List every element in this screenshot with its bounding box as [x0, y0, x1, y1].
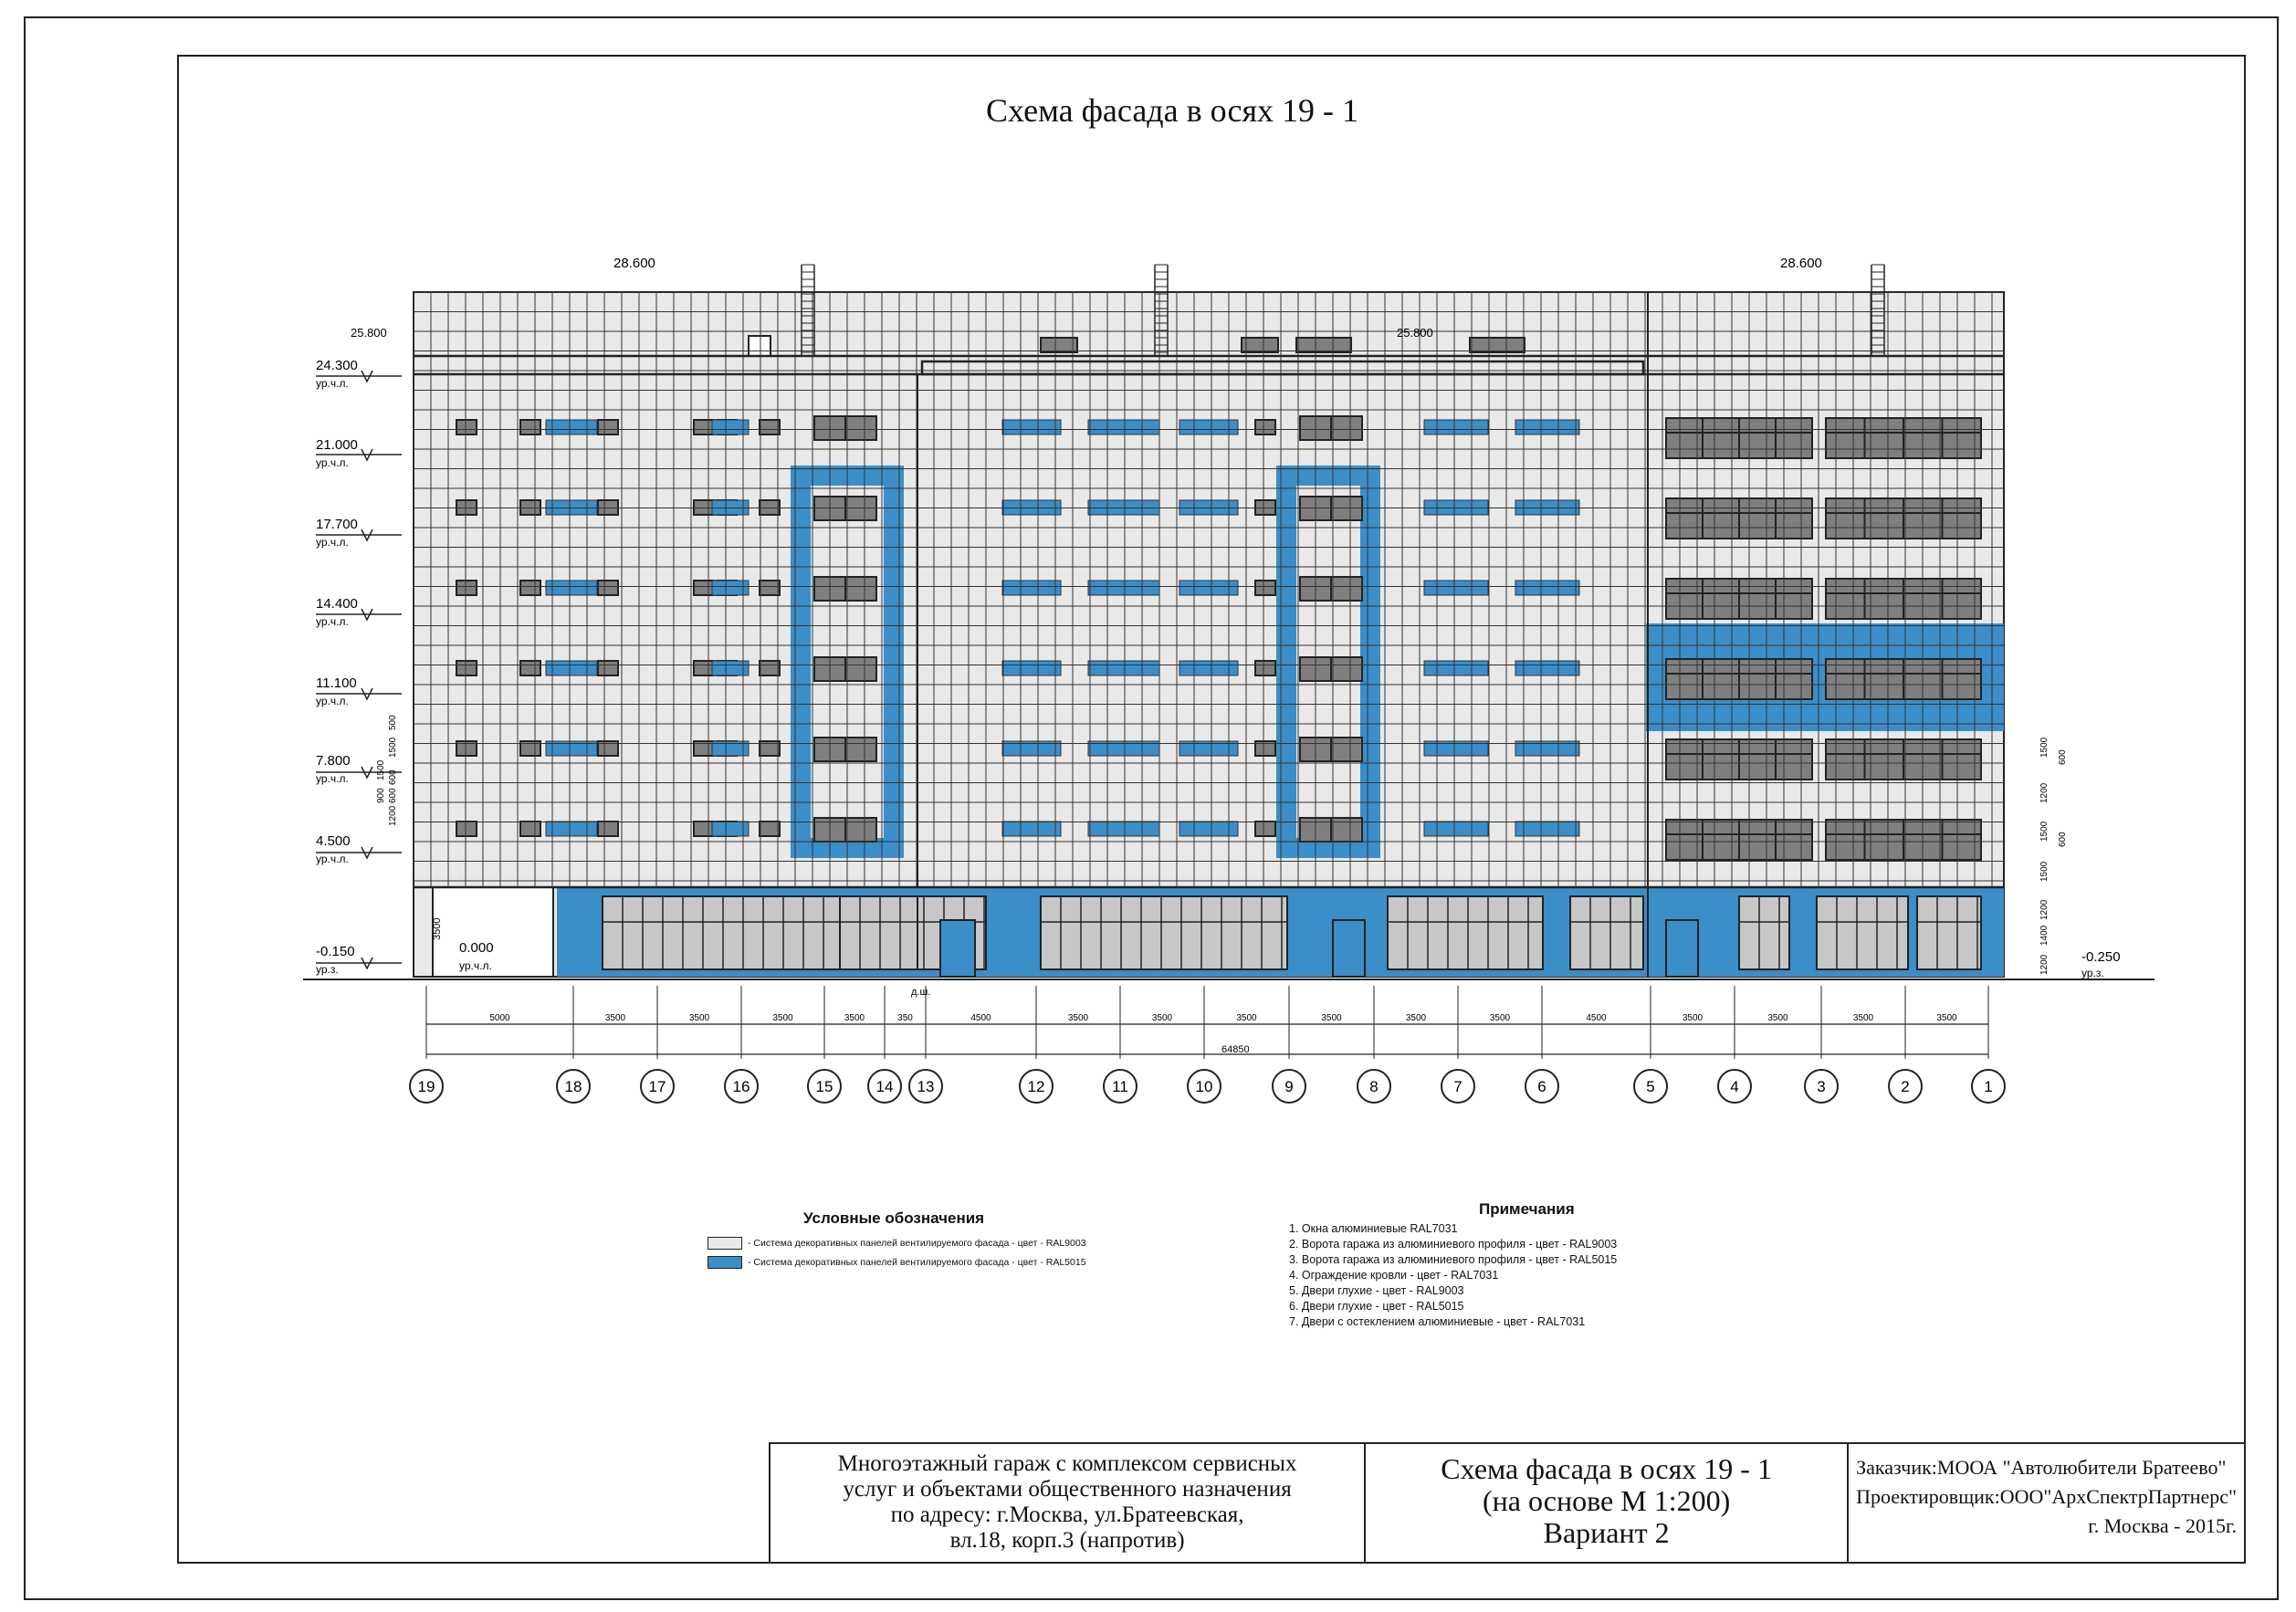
level-value: 17.700 — [316, 517, 358, 532]
gate — [1041, 896, 1287, 969]
blue-window-band — [546, 661, 597, 675]
span-label: 3500 — [1682, 1013, 1704, 1023]
gate — [840, 896, 917, 969]
window — [1255, 822, 1275, 836]
blue-window-band — [546, 822, 597, 836]
window — [598, 661, 618, 675]
axis-label: 3 — [1817, 1078, 1826, 1095]
level-label: ур.з. — [316, 963, 339, 976]
axis-label: 12 — [1027, 1078, 1045, 1095]
gate — [603, 896, 986, 969]
gate — [1388, 896, 1543, 969]
legend-swatch-light — [708, 1237, 742, 1250]
axis-label: 8 — [1369, 1078, 1379, 1095]
dim-text: 1500 — [388, 737, 398, 758]
axis-label: 1 — [1984, 1078, 1993, 1095]
dim-text: 1500 — [376, 759, 386, 780]
level-value: 21.000 — [316, 437, 358, 453]
parapet-mark-left: 28.600 — [613, 256, 655, 271]
small-dims-left — [376, 715, 398, 826]
window — [1296, 338, 1351, 352]
gate — [1817, 896, 1908, 969]
span-label: 3500 — [1852, 1013, 1874, 1023]
dim-text: 600 — [388, 788, 398, 803]
axis-label: 5 — [1646, 1078, 1655, 1095]
axis-label: 10 — [1195, 1078, 1213, 1095]
axis-label: 2 — [1901, 1078, 1910, 1095]
blue-window-band — [1424, 822, 1488, 836]
window — [1666, 920, 1698, 977]
span-label: 3500 — [1321, 1013, 1342, 1023]
note-item: 3. Ворота гаража из алюминиевого профиля - цвет - RAL5015 — [1289, 1253, 1618, 1266]
axis-label: 14 — [875, 1078, 894, 1095]
span-label: 3500 — [1067, 1013, 1089, 1023]
level-label: ур.ч.л. — [316, 695, 349, 707]
level-value: 24.300 — [316, 358, 358, 373]
right-mark-label: ур.з. — [2081, 967, 2104, 979]
window — [1333, 920, 1365, 977]
span-label: 4500 — [970, 1013, 991, 1023]
legend-text: - Система декоративных панелей вентилируемого фасада - цвет - RAL9003 — [748, 1238, 1086, 1249]
window — [760, 822, 780, 836]
legend-text: - Система декоративных панелей вентилируемого фасада - цвет - RAL5015 — [748, 1257, 1086, 1268]
blue-window-band — [546, 420, 597, 434]
window — [760, 420, 780, 434]
note-item: 5. Двери глухие - цвет - RAL9003 — [1289, 1284, 1464, 1297]
axis-label: 17 — [648, 1078, 666, 1095]
blue-window-band — [1002, 581, 1061, 595]
level-value: 14.400 — [316, 596, 358, 612]
window — [456, 661, 477, 675]
window — [694, 661, 714, 675]
blue-window-band — [1424, 420, 1488, 434]
blue-window-band — [1515, 822, 1579, 836]
level-value: 7.800 — [316, 753, 351, 769]
blue-window-band — [1515, 581, 1579, 595]
level-label: ур.ч.л. — [316, 456, 349, 469]
window — [1255, 420, 1275, 434]
window — [760, 581, 780, 595]
level-value: -0.150 — [316, 944, 355, 959]
span-label: 3500 — [1936, 1013, 1957, 1023]
parapet-mark-right: 28.600 — [1780, 256, 1822, 271]
dim-text: 1400 — [2039, 925, 2050, 946]
dim-text: 1500 — [2039, 861, 2050, 882]
axis-markers — [410, 1070, 2005, 1103]
window — [456, 822, 477, 836]
gate — [1917, 896, 1981, 969]
span-label: 3500 — [772, 1013, 793, 1023]
span-label: 3500 — [688, 1013, 710, 1023]
axis-label: 11 — [1112, 1078, 1128, 1095]
small-dims-right — [2039, 737, 2068, 975]
dim-text: 900 — [376, 788, 386, 803]
project-line: вл.18, корп.3 (напротив) — [949, 1528, 1185, 1553]
axis-label: 9 — [1284, 1078, 1294, 1095]
legend-swatch-blue — [708, 1256, 742, 1269]
span-label: 3500 — [1767, 1013, 1788, 1023]
blue-window-band — [1002, 420, 1061, 434]
sheet-line: (на основе М 1:200) — [1483, 1484, 1731, 1517]
note-item: 2. Ворота гаража из алюминиевого профиля - цвет - RAL9003 — [1289, 1238, 1618, 1251]
dim-text: 1500 — [2039, 821, 2050, 842]
axis-label: 4 — [1730, 1078, 1739, 1095]
axis-label: 6 — [1537, 1078, 1546, 1095]
window — [749, 336, 771, 356]
window — [694, 420, 714, 434]
level-label: ур.ч.л. — [316, 772, 349, 785]
axis-label: 7 — [1453, 1078, 1463, 1095]
window — [520, 420, 540, 434]
designer-text: Проектировщик:ООО"АрхСпектрПартнерс" — [1856, 1485, 2237, 1508]
window — [520, 661, 540, 675]
axis-label: 13 — [917, 1078, 935, 1095]
span-label: 3500 — [604, 1013, 626, 1023]
span-label: 3500 — [1405, 1013, 1427, 1023]
window — [1255, 661, 1275, 675]
title-block — [769, 1442, 2246, 1564]
span-label: 3500 — [1489, 1013, 1511, 1023]
dim-text: 1200 — [2039, 782, 2050, 803]
blue-window-band — [1088, 661, 1159, 675]
window — [1470, 338, 1525, 352]
window — [598, 581, 618, 595]
project-line: по адресу: г.Москва, ул.Братеевская, — [890, 1502, 1244, 1527]
legend-item — [708, 1256, 1086, 1269]
axis-label: 15 — [815, 1078, 833, 1095]
axis-label: 16 — [732, 1078, 750, 1095]
span-label: 3500 — [1236, 1013, 1257, 1023]
dim-text: 500 — [388, 715, 398, 730]
window — [456, 420, 477, 434]
notes-title: Примечания — [1479, 1200, 1575, 1218]
zero-mark-label: ур.ч.л. — [459, 959, 492, 972]
roof-mark-mid: 25.800 — [1397, 326, 1433, 340]
project-line: Многоэтажный гараж с комплексом сервисных — [837, 1451, 1297, 1476]
title-block-info — [1849, 1444, 2244, 1562]
window — [694, 822, 714, 836]
span-label: 5000 — [489, 1013, 510, 1023]
title-block-sheet — [1366, 1444, 1849, 1562]
window — [598, 420, 618, 434]
span-label: 350 — [897, 1013, 913, 1023]
window — [1242, 338, 1278, 352]
blue-window-band — [1515, 420, 1579, 434]
note-item: 6. Двери глухие - цвет - RAL5015 — [1289, 1300, 1464, 1313]
city-year-text: г. Москва - 2015г. — [2088, 1514, 2237, 1537]
legend-item — [708, 1237, 1086, 1250]
project-line: услуг и объектами общественного назначения — [843, 1477, 1292, 1502]
gate — [1570, 896, 1643, 969]
note-item: 4. Ограждение кровли - цвет - RAL7031 — [1289, 1269, 1499, 1282]
window — [456, 581, 477, 595]
title-block-project — [771, 1444, 1366, 1562]
total-span: 64850 — [1221, 1044, 1250, 1055]
window — [694, 581, 714, 595]
window — [1255, 581, 1275, 595]
sheet-line: Вариант 2 — [1543, 1516, 1670, 1549]
note-item: 7. Двери с остеклением алюминиевые - цвет - RAL7031 — [1289, 1315, 1586, 1328]
gate — [1739, 896, 1789, 969]
window — [520, 822, 540, 836]
zero-mark-value: 0.000 — [459, 940, 494, 956]
level-value: 4.500 — [316, 833, 351, 849]
dim-text: 600 — [388, 769, 398, 785]
blue-window-band — [1002, 822, 1061, 836]
dim-text: 1200 — [388, 805, 398, 826]
dim-text: 1200 — [2039, 899, 2050, 920]
axis-label: 18 — [564, 1078, 582, 1095]
level-label: ур.ч.л. — [316, 536, 349, 549]
legend-title: Условные обозначения — [803, 1209, 985, 1227]
window — [598, 822, 618, 836]
span-label: 4500 — [1586, 1013, 1607, 1023]
dim-text: 1500 — [2039, 737, 2050, 758]
blue-window-band — [1424, 581, 1488, 595]
blue-window-band — [1088, 420, 1159, 434]
window — [520, 581, 540, 595]
notes-list — [1289, 1221, 1617, 1330]
sheet-line: Схема фасада в осях 19 - 1 — [1441, 1452, 1772, 1485]
roof-mark-left: 25.800 — [351, 326, 387, 340]
dim-text: 600 — [2058, 832, 2068, 847]
blue-window-band — [1424, 661, 1488, 675]
dim-text: 1200 — [2039, 954, 2050, 975]
window — [940, 920, 975, 977]
right-mark-value: -0.250 — [2081, 949, 2121, 965]
window — [760, 661, 780, 675]
window — [1041, 338, 1077, 352]
blue-window-band — [1002, 661, 1061, 675]
note-item: 1. Окна алюминиевые RAL7031 — [1289, 1222, 1458, 1235]
dp-label: д.ш. — [911, 987, 931, 998]
level-label: ур.ч.л. — [316, 615, 349, 628]
span-label: 3500 — [844, 1013, 865, 1023]
blue-window-band — [546, 581, 597, 595]
entrance-opening — [433, 887, 553, 977]
blue-window-band — [1515, 661, 1579, 675]
span-label: 3500 — [1151, 1013, 1173, 1023]
level-value: 11.100 — [316, 675, 357, 691]
entrance-dim: 3500 — [432, 917, 443, 940]
dim-text: 600 — [2058, 749, 2068, 765]
level-label: ур.ч.л. — [316, 853, 349, 865]
drawing-title: Схема фасада в осях 19 - 1 — [986, 92, 1359, 129]
blue-window-band — [1088, 822, 1159, 836]
blue-window-band — [1088, 581, 1159, 595]
axis-label: 19 — [417, 1078, 435, 1095]
customer-text: Заказчик:МООА "Автолюбители Братеево" — [1856, 1456, 2227, 1479]
level-label: ур.ч.л. — [316, 377, 349, 390]
